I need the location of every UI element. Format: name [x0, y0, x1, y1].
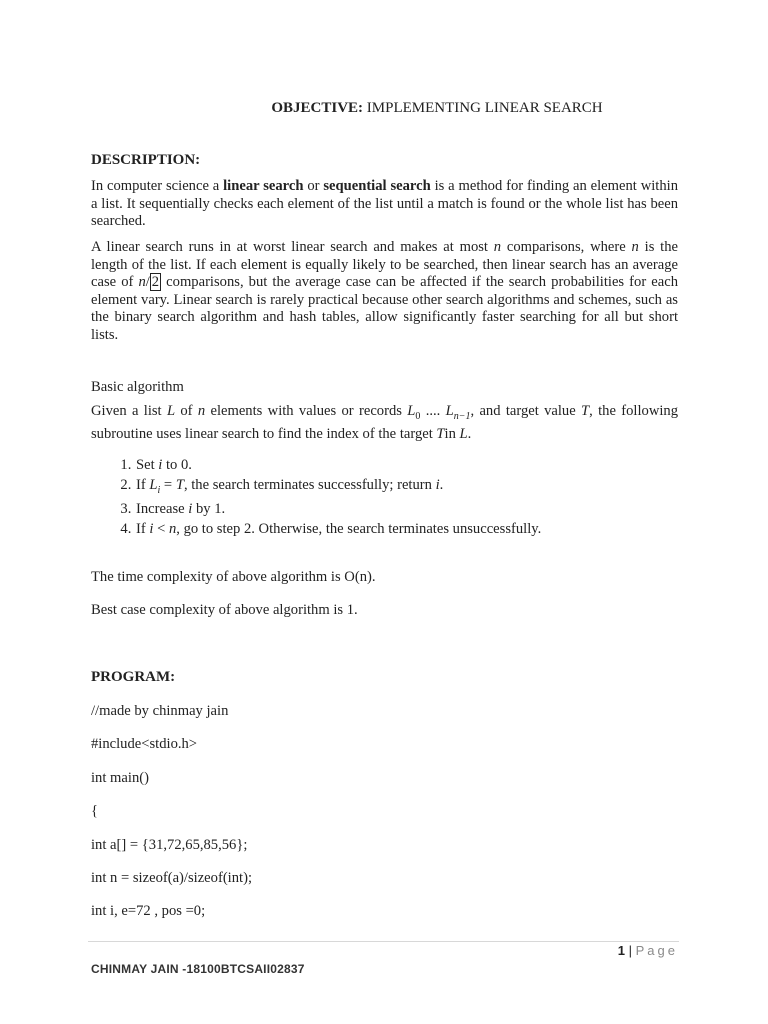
description-paragraph-1: In computer science a linear search or sequential search is a method for finding an element within a list. It sequentially checks each element of the list until a match is found or the whole list has been searched.	[91, 178, 678, 230]
footer-divider	[88, 941, 679, 942]
code-line: //made by chinmay jain	[91, 703, 229, 719]
boxed-denominator: 2	[151, 274, 160, 291]
program-heading: PROGRAM:	[91, 669, 176, 685]
description-heading: DESCRIPTION:	[91, 152, 201, 168]
objective-label: OBJECTIVE:	[271, 100, 364, 116]
best-case-text: Best case complexity of above algorithm is 1.	[91, 602, 358, 618]
description-paragraph-2: A linear search runs in at worst linear search and makes at most n comparisons, where n is the length of the list. If each element is equally likely to be searched, then linear search has an average case of n/ 2 comparisons, but the average case can be affected if the search probabilities for each element vary. Linear search is rarely practical because other search algorithms and schemes, such as the binary search algorithm and hash tables, allow significantly faster searching for all but short lists.	[91, 239, 678, 343]
code-line: int a[] = {31,72,65,85,56};	[91, 837, 248, 853]
term-sequential-search: sequential search	[323, 178, 431, 194]
code-line: #include<stdio.h>	[91, 736, 198, 752]
algorithm-step: 3. Increase i by 1.	[135, 500, 541, 520]
objective-title	[0, 100, 768, 117]
algorithm-step: 4. If i < n, go to step 2. Otherwise, the search terminates unsuccessfully.	[135, 520, 541, 540]
basic-algorithm-paragraph: Given a list L of n elements with values or records $L_0$ .... $L_{n-1}$, and target value T, the following subroutine uses linear search to find the index of the target Tin L.	[91, 403, 679, 442]
basic-algorithm-heading: Basic algorithm	[91, 379, 184, 395]
time-complexity-text: The time complexity of above algorithm is O(n).	[91, 569, 376, 585]
code-line: int i, e=72 , pos =0;	[91, 903, 206, 919]
code-line: {	[91, 803, 99, 819]
code-line: int main()	[91, 770, 149, 786]
term-linear-search: linear search	[223, 178, 304, 194]
objective-text: IMPLEMENTING LINEAR SEARCH	[366, 100, 603, 116]
algorithm-steps	[91, 456, 541, 540]
algorithm-step: 1. Set i to 0.	[135, 456, 541, 476]
footer-author: CHINMAY JAIN -18100BTCSAII02837	[91, 962, 305, 976]
code-line: int n = sizeof(a)/sizeof(int);	[91, 870, 253, 886]
algorithm-step: 2. If $L_i = T$, the search terminates successfully; return i.	[135, 476, 541, 501]
page-number: 1 | Page	[617, 943, 678, 958]
